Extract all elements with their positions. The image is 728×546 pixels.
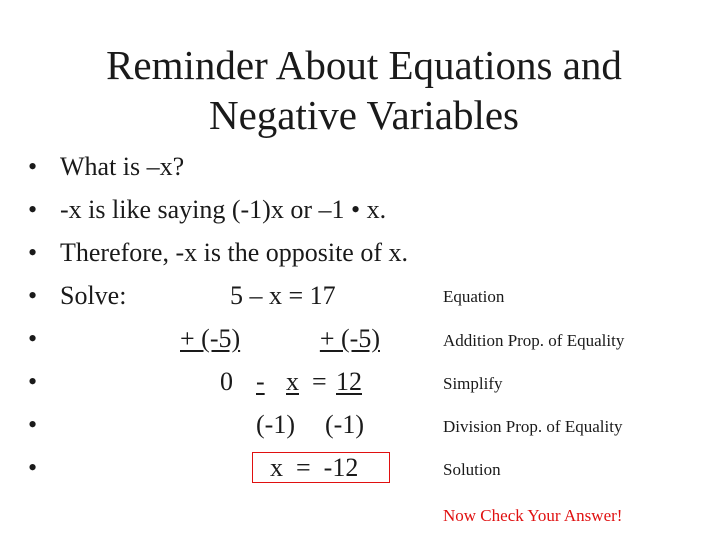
slide-title [40, 40, 688, 140]
note-division-prop: Division Prop. of Equality [443, 417, 623, 436]
solution-step: x = -12 [270, 453, 359, 482]
add-step-right: + (-5) [319, 324, 380, 353]
note-equation: Equation [443, 287, 505, 306]
equation-step: 5 – x = 17 [230, 281, 336, 310]
bullet-dot: • [28, 410, 38, 439]
bullet-dot: • [28, 281, 38, 310]
simplify-value: 12 [336, 367, 362, 396]
note-check-answer: Now Check Your Answer! [443, 506, 623, 525]
bullet-dot: • [28, 324, 38, 353]
simplify-equals: = [312, 367, 327, 396]
bullet-dot: • [28, 453, 38, 482]
simplify-zero: 0 [220, 367, 233, 396]
bullet-dot: • [28, 195, 38, 224]
simplify-minus: - [256, 367, 265, 396]
bullet-what-is-neg-x: What is –x? [60, 152, 185, 181]
divide-step-right: (-1) [325, 410, 364, 439]
note-addition-prop: Addition Prop. of Equality [443, 331, 625, 350]
bullet-opposite: Therefore, -x is the opposite of x. [60, 238, 409, 267]
note-simplify: Simplify [443, 374, 503, 393]
simplify-x: x [286, 367, 299, 396]
bullet-dot: • [28, 238, 38, 267]
divide-step-left: (-1) [256, 410, 295, 439]
bullet-dot: • [28, 152, 38, 181]
solve-label: Solve: [60, 281, 127, 310]
bullet-dot: • [28, 367, 38, 396]
note-solution: Solution [443, 460, 501, 479]
title-line-2: Negative Variables [208, 92, 520, 138]
add-step-left: + (-5) [180, 324, 241, 353]
title-line-1: Reminder About Equations and [106, 42, 622, 88]
bullet-neg-x-meaning: -x is like saying (-1)x or –1 • x. [60, 195, 387, 224]
